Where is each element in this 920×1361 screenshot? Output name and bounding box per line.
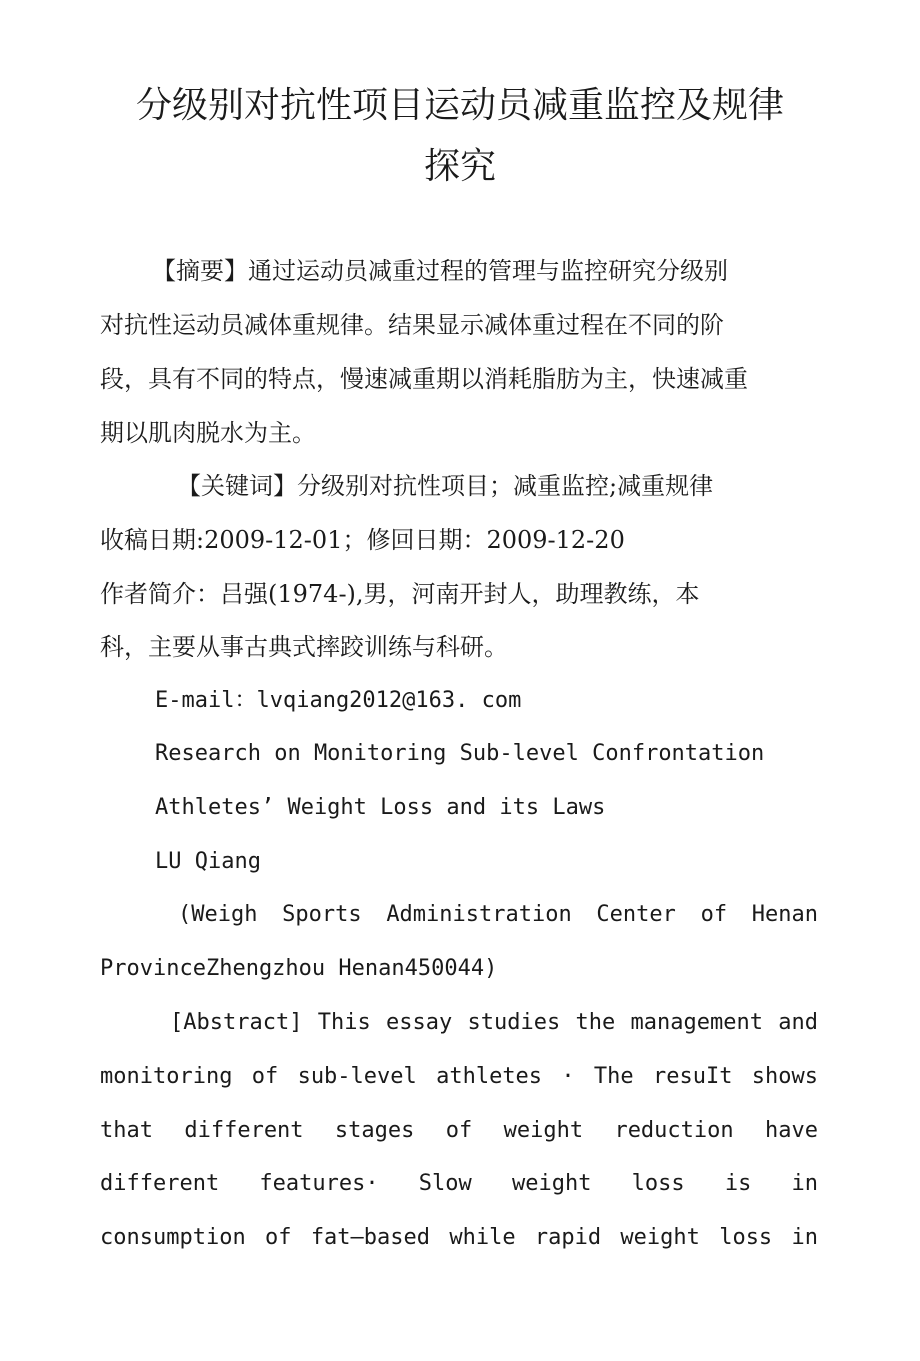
abstract-en-line-2: monitoring of sub-level athletes · The resuIt shows xyxy=(100,1064,818,1089)
page-title-line-1: 分级别对抗性项目运动员减重监控及规律 xyxy=(135,85,784,126)
affiliation-line-1: (Weigh Sports Administration Center of Henan xyxy=(178,902,818,927)
author-email: E-mail：lvqiang2012@163. com xyxy=(155,688,522,713)
abstract-en-line-1: [Abstract] This essay studies the management and xyxy=(170,1010,818,1035)
english-title-line-2: Athletes’ Weight Loss and its Laws xyxy=(155,795,606,820)
abstract-cn-line-2: 对抗性运动员减体重规律。结果显示减体重过程在不同的阶 xyxy=(100,311,724,339)
page-title-line-2: 探究 xyxy=(423,146,496,187)
english-author: LU Qiang xyxy=(155,849,261,874)
keywords-cn: 【关键词】分级别对抗性项目；减重监控;减重规律 xyxy=(177,472,714,500)
affiliation-line-2: ProvinceZhengzhou Henan450044) xyxy=(100,956,498,981)
received-dates: 收稿日期:2009-12-01；修回日期：2009-12-20 xyxy=(100,526,625,554)
author-bio-line-2: 科，主要从事古典式摔跤训练与科研。 xyxy=(100,633,508,661)
abstract-cn-line-3: 段，具有不同的特点，慢速减重期以消耗脂肪为主，快速减重 xyxy=(100,365,748,393)
abstract-en-line-3: that different stages of weight reduction have xyxy=(100,1118,818,1143)
author-bio-line-1: 作者简介：吕强(1974-),男，河南开封人，助理教练，本 xyxy=(100,580,700,608)
abstract-en-line-5: consumption of fat—based while rapid weight loss in xyxy=(100,1225,818,1250)
abstract-cn-line-4: 期以肌肉脱水为主。 xyxy=(100,419,316,447)
abstract-cn-line-1: 【摘要】通过运动员减重过程的管理与监控研究分级别 xyxy=(152,257,728,285)
abstract-en-line-4: different features· Slow weight loss is in xyxy=(100,1171,818,1196)
english-title-line-1: Research on Monitoring Sub-level Confrontation xyxy=(155,741,765,766)
